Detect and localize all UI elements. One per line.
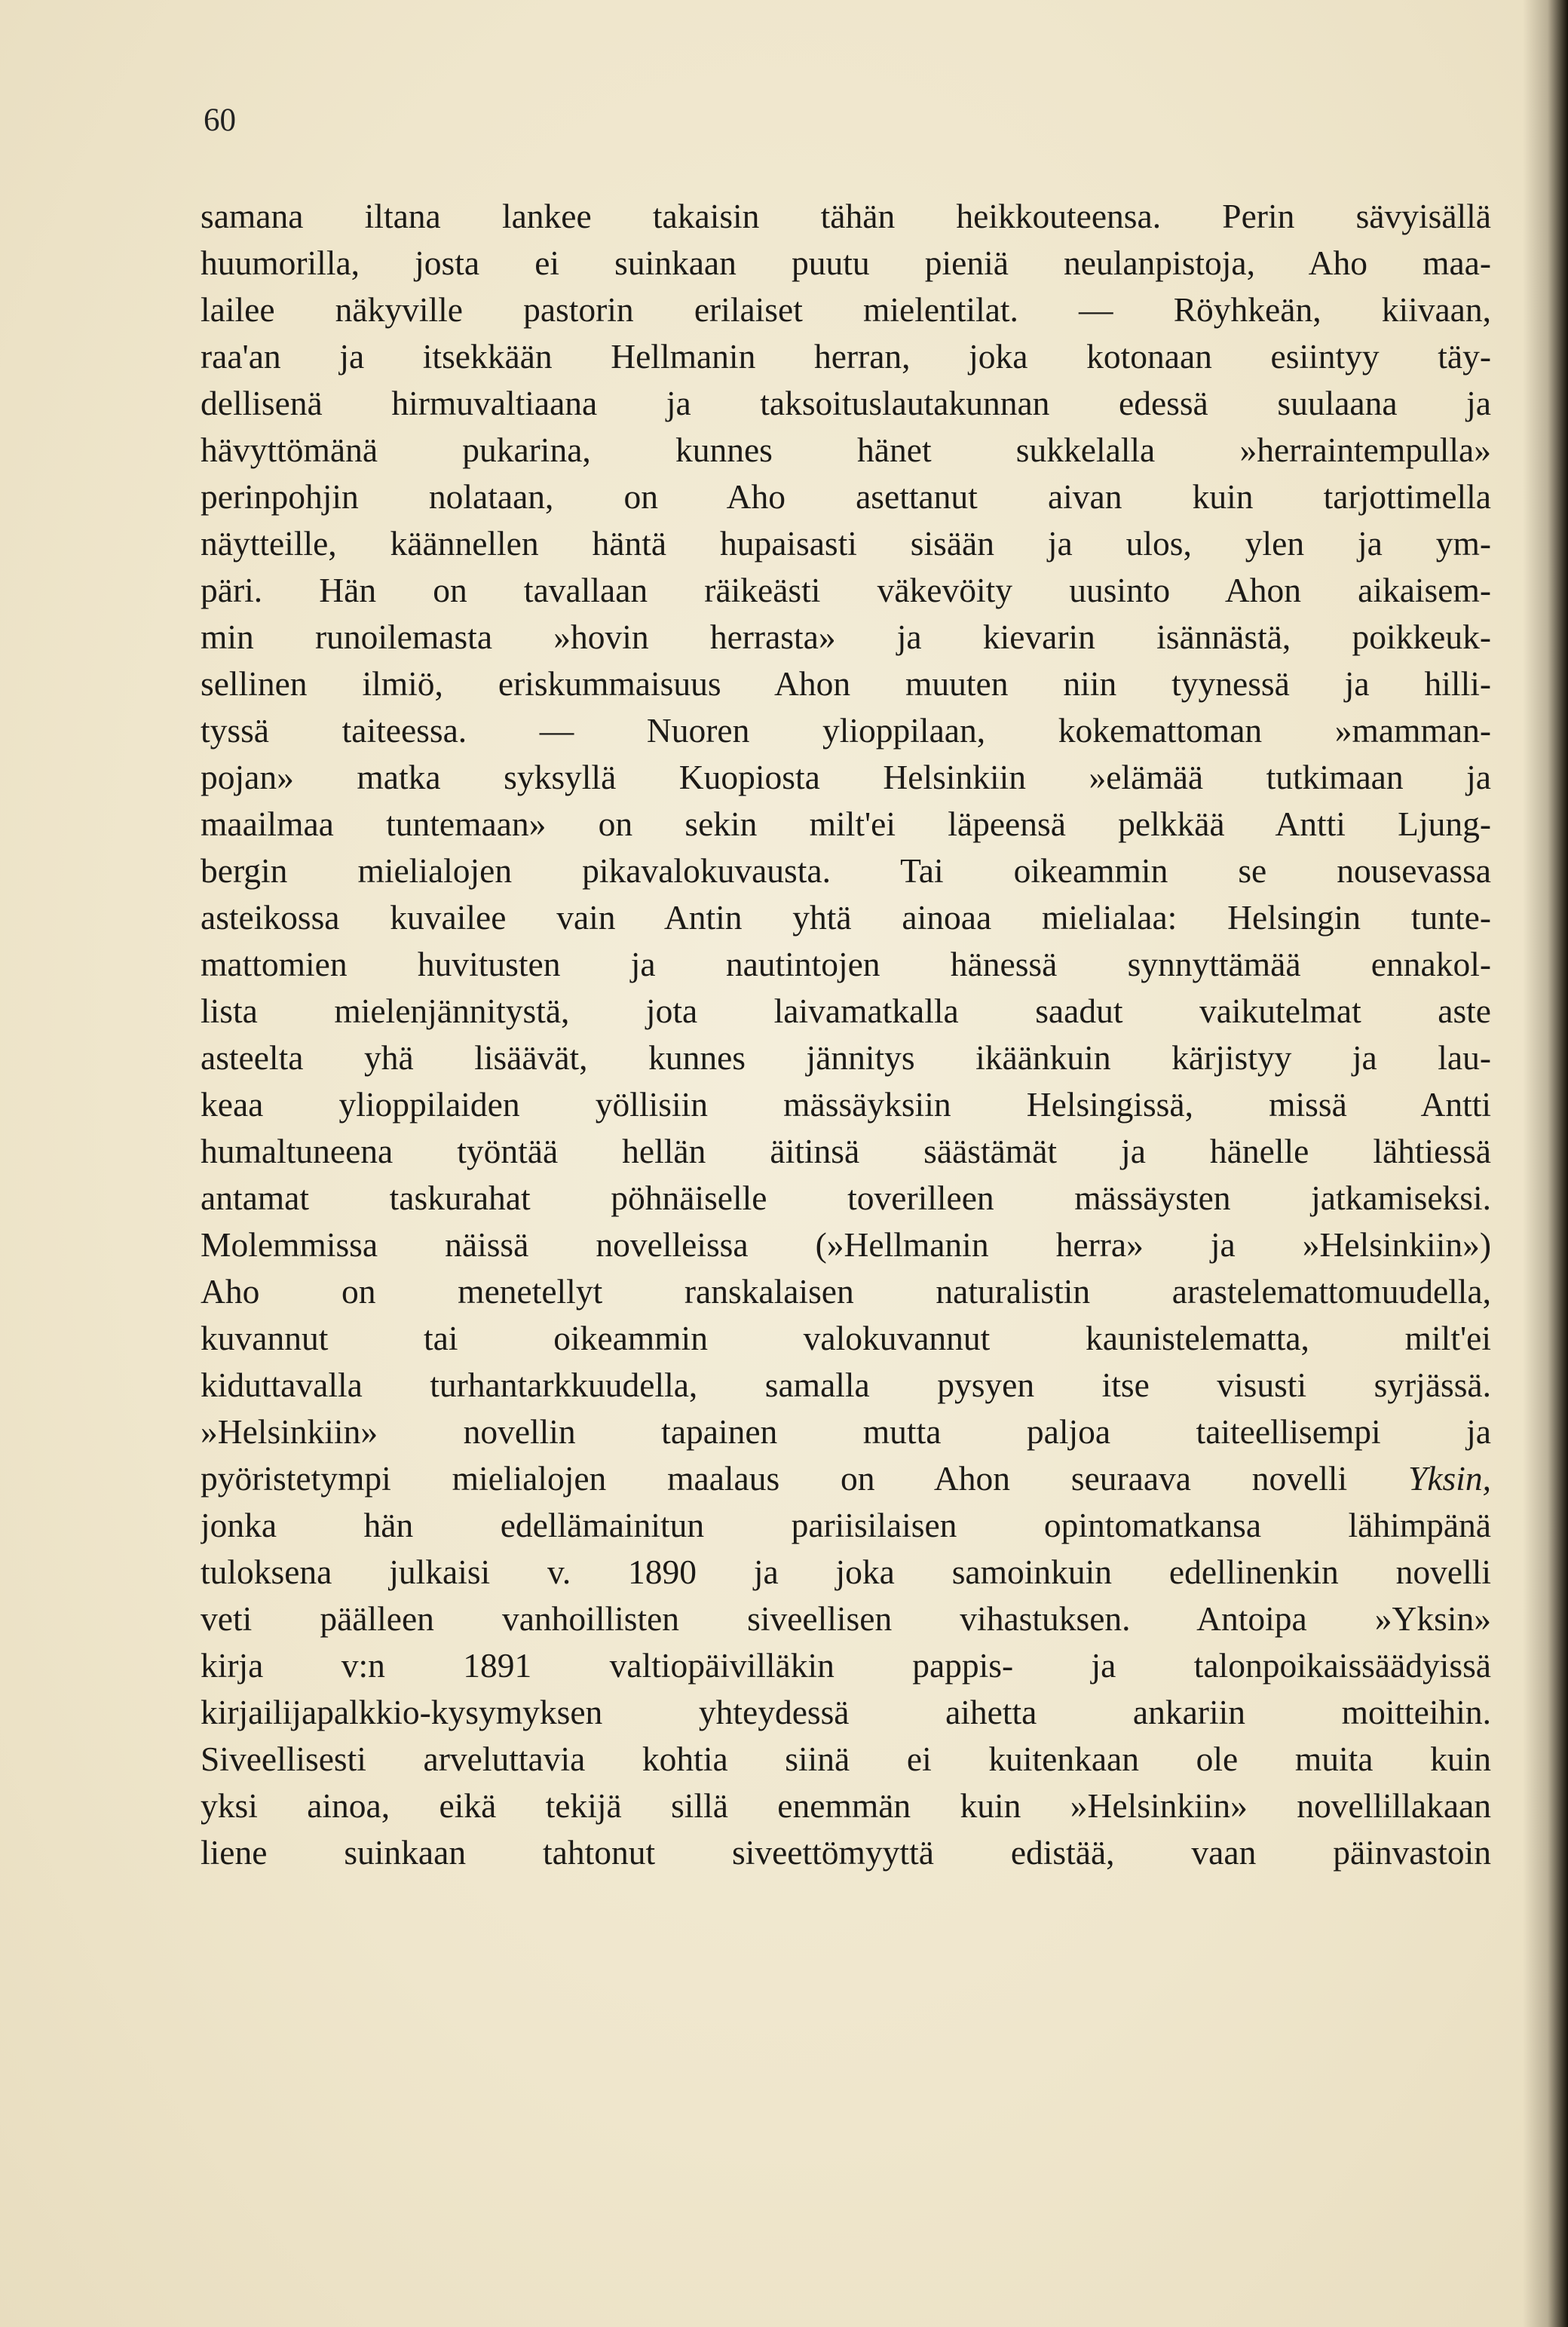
text-line: perinpohjin nolataan, on Aho asettanut aivan kuin tarjottimella [201, 477, 1491, 516]
text-line: maailmaa tuntemaan» on sekin milt'ei läpeensä pelkkää Antti Ljung- [201, 805, 1491, 843]
text-line: pojan» matka syksyllä Kuopiosta Helsinkiin »elämää tutkimaan ja [201, 758, 1491, 796]
text-line: kiduttavalla turhantarkkuudella, samalla pysyen itse visusti syrjässä. [201, 1366, 1491, 1404]
text-line: min runoilemasta »hovin herrasta» ja kievarin isännästä, poikkeuk- [201, 618, 1491, 656]
novel-title: Yksin, [1408, 1459, 1491, 1498]
text-line: hävyttömänä pukarina, kunnes hänet sukkelalla »herraintempulla» [201, 431, 1491, 469]
text-line: antamat taskurahat pöhnäiselle toverilleen mässäysten jatkamiseksi. [201, 1179, 1491, 1217]
text-line: huumorilla, josta ei suinkaan puutu pieniä neulanpistoja, Aho maa- [201, 244, 1491, 282]
text-line: mattomien huvitusten ja nautintojen hänessä synnyttämää ennakol- [201, 945, 1491, 983]
text-line: kirjailijapalkkio-kysymyksen yhteydessä aihetta ankariin moitteihin. [201, 1693, 1491, 1731]
text-line: dellisenä hirmuvaltiaana ja taksoituslautakunnan edessä suulaana ja [201, 384, 1491, 422]
text-line: päri. Hän on tavallaan räikeästi väkevöity uusinto Ahon aikaisem- [201, 571, 1491, 609]
text-line: lista mielenjännitystä, jota laivamatkalla saadut vaikutelmat aste [201, 992, 1491, 1030]
text-line: humaltuneena työntää hellän äitinsä säästämät ja hänelle lähtiessä [201, 1132, 1491, 1170]
page-number: 60 [204, 103, 236, 138]
body-text [201, 193, 1491, 1876]
text-line: liene suinkaan tahtonut siveettömyyttä edistää, vaan päinvastoin [201, 1833, 1491, 1872]
text-line: bergin mielialojen pikavalokuvausta. Tai oikeammin se nousevassa [201, 851, 1491, 890]
text-line: sellinen ilmiö, eriskummaisuus Ahon muuten niin tyynessä ja hilli- [201, 664, 1491, 703]
text-line: samana iltana lankee takaisin tähän heikkouteensa. Perin sävyisällä [201, 197, 1491, 235]
text-line: yksi ainoa, eikä tekijä sillä enemmän kuin »Helsinkiin» novellillakaan [201, 1786, 1491, 1825]
text-line: keaa ylioppilaiden yöllisiin mässäyksiin Helsingissä, missä Antti [201, 1085, 1491, 1124]
text-line: tuloksena julkaisi v. 1890 ja joka samoinkuin edellinenkin novelli [201, 1553, 1491, 1591]
text-line: asteelta yhä lisäävät, kunnes jännitys ikäänkuin kärjistyy ja lau- [201, 1038, 1491, 1077]
text-line: jonka hän edellämainitun pariisilaisen opintomatkansa lähimpänä [201, 1506, 1491, 1544]
text-line: kuvannut tai oikeammin valokuvannut kaunistelematta, milt'ei [201, 1319, 1491, 1357]
text-line: Molemmissa näissä novelleissa (»Hellmanin herra» ja »Helsinkiin») [201, 1225, 1491, 1264]
text-line: näytteille, käännellen häntä hupaisasti sisään ja ulos, ylen ja ym- [201, 524, 1491, 563]
text-line: Siveellisesti arveluttavia kohtia siinä ei kuitenkaan ole muita kuin [201, 1740, 1491, 1778]
text-line: pyöristetympi mielialojen maalaus on Ahon seuraava novelli Yksin, [201, 1459, 1491, 1498]
text-line: Aho on menetellyt ranskalaisen naturalistin arastelemattomuudella, [201, 1272, 1491, 1311]
text-line: veti päälleen vanhoillisten siveellisen vihastuksen. Antoipa »Yksin» [201, 1599, 1491, 1638]
text-line: lailee näkyville pastorin erilaiset mielentilat. — Röyhkeän, kiivaan, [201, 290, 1491, 329]
page-edge-shadow [1523, 0, 1568, 2327]
text-line: »Helsinkiin» novellin tapainen mutta paljoa taiteellisempi ja [201, 1412, 1491, 1451]
text-line: kirja v:n 1891 valtiopäivilläkin pappis- ja talonpoikaissäädyissä [201, 1646, 1491, 1685]
text-line: tyssä taiteessa. — Nuoren ylioppilaan, kokemattoman »mamman- [201, 711, 1491, 750]
text-line: raa'an ja itsekkään Hellmanin herran, joka kotonaan esiintyy täy- [201, 337, 1491, 376]
text-line: asteikossa kuvailee vain Antin yhtä ainoaa mielialaa: Helsingin tunte- [201, 898, 1491, 937]
